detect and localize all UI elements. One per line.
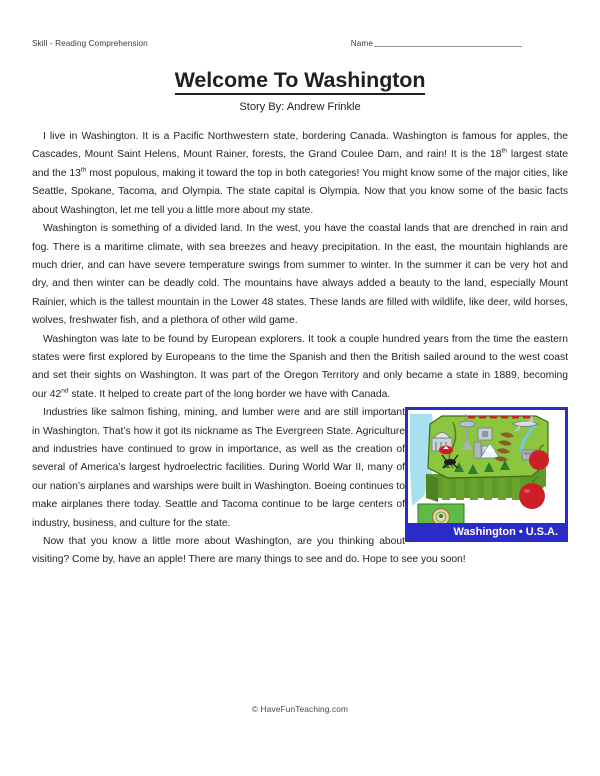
paragraph-1-part-c: most populous, making it toward the top in both categories! You might know some of the major cities, like Seattle, Spokane, Tacoma, and Olympia. The state capital is Olympia. Now that you know some of the basic facts about Washington, let me tell you a little more about my state. [32, 167, 568, 216]
worksheet-header [32, 34, 568, 48]
ordinal-suffix-18th: th [501, 148, 507, 156]
illustration-caption: Washington • U.S.A. [453, 526, 558, 539]
footer [0, 704, 600, 714]
illustration-frame [405, 407, 568, 542]
page-title: Welcome To Washington [175, 68, 426, 95]
name-field-group [351, 39, 522, 48]
byline: Story By: Andrew Frinkle [239, 101, 361, 114]
name-input-line[interactable] [374, 45, 522, 47]
footer-credit: © HaveFunTeaching.com [251, 704, 349, 714]
title-block [32, 68, 568, 95]
paragraph-3 [32, 331, 568, 405]
paragraph-3-part-a: Washington was late to be found by European explorers. It took a couple hundred years from the time the eastern states were first explored by Europeans to the time the Spanish and then the British sailed around to the west coast and set their sights on Washington. It was part of the Oregon Territory and only became a state in 1889, becoming our 42 [32, 333, 568, 400]
paragraph-3-part-b: state. It helped to create part of the long border we have with Canada. [68, 388, 391, 400]
ordinal-suffix-13th: th [80, 166, 87, 174]
ordinal-suffix-42nd: nd [61, 387, 69, 395]
paragraph-2: Washington is something of a divided land. In the west, you have the coastal lands that are drenched in rain and fog. There is a maritime climate, with sea breezes and heavy precipitation. In the east, the mountain highlands are much drier, and can have severe temperature swings from summer to winter. In the summer it can be very hot and dry, and then winter can be deadly cold. The mountains have always added a beauty to the land, especially Mount Rainier, which is the tallest mountain in the Lower 48 states. These lands are filled with wildlife, like deer, wild horses, wolves, freshwater fish, and a plethora of other wild game. [32, 223, 568, 327]
washington-map-illustration [405, 407, 568, 542]
name-label: Name [350, 39, 373, 48]
story-body [32, 128, 568, 570]
skill-label: Skill - Reading Comprehension [32, 39, 148, 48]
paragraph-5: Now that you know a little more about Washington, are you thinking about visiting? Come by, have an apple! There are many things to see and do. Hope to see you soon! [32, 536, 466, 566]
paragraph-1-part-b: largest state and the 13 [32, 149, 568, 179]
paragraph-1-part-a: I live in Washington. It is a Pacific Northwestern state, bordering Canada. Washington is famous for apples, the Cascades, Mount Saint Helens, Mount Rainer, forests, the Grand Coulee Dam, and rain! It is the 18 [32, 131, 568, 161]
paragraph-4: Industries like salmon fishing, mining, and lumber were and are still important in Washington. That’s how it got its nickname as The Evergreen State. Agriculture and industries have continued to grow in importance, as well as the creation of several of America’s largest hydroelectric facilities. During World War II, many of our nation’s airplanes and warships were built in Washington. Boeing continues to make airplanes there today. Seattle and Tacoma continue to be large centers of industry, business, and culture for the state. [32, 407, 405, 529]
paragraph-1 [32, 128, 568, 220]
washington-map-graphic [408, 410, 565, 539]
